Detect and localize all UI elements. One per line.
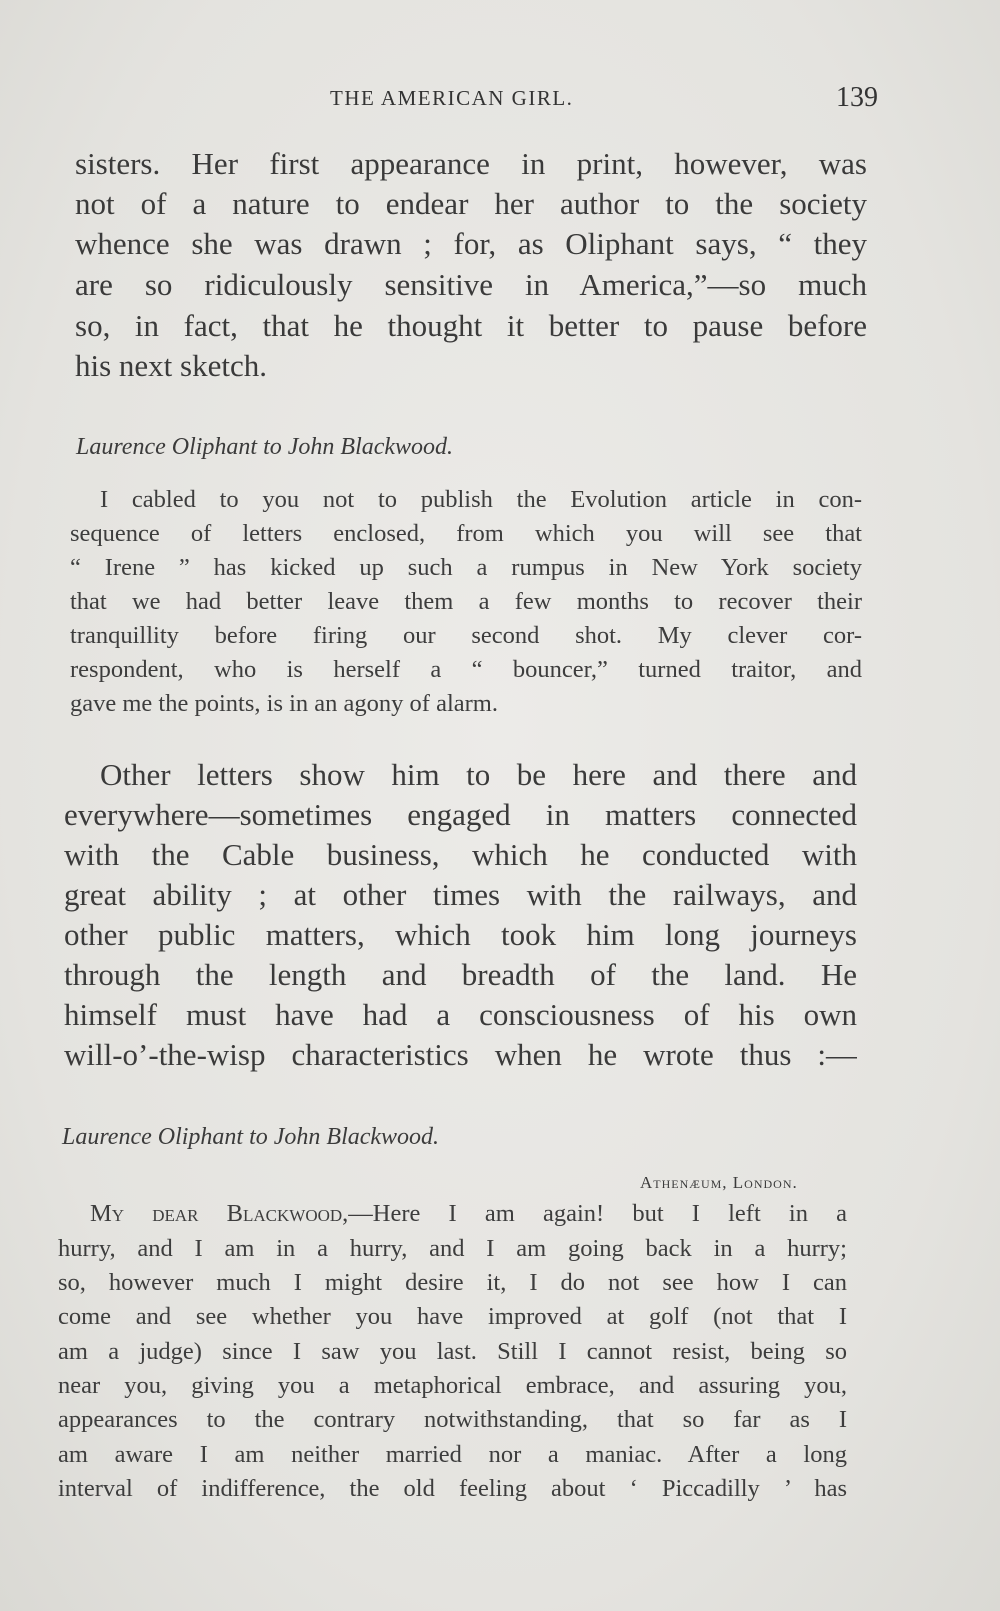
text-line: himself must have had a consciousness of his own [64, 997, 857, 1032]
dateline: Athenæum, London. [640, 1173, 798, 1192]
letter-heading: Laurence Oliphant to John Blackwood. [76, 434, 454, 460]
text-line: his next sketch. [75, 348, 267, 383]
text-line: come and see whether you have improved at golf (not that I [58, 1303, 847, 1330]
text-line: Other letters show him to be here and there and [100, 757, 857, 792]
text-line: everywhere—sometimes engaged in matters connected [64, 797, 857, 832]
text-line: other public matters, which took him long journeys [64, 917, 857, 952]
text-line: tranquillity before firing our second shot. My clever cor- [70, 622, 862, 649]
salutation: My dear Blackwood, [90, 1200, 349, 1227]
text-fragment: —Here I am again! but I left in a [348, 1200, 847, 1227]
text-line: whence she was drawn ; for, as Oliphant says, “ they [75, 226, 867, 261]
text-line: gave me the points, is in an agony of alarm. [70, 690, 498, 717]
text-line: I cabled to you not to publish the Evolution article in con- [100, 486, 862, 513]
text-line: near you, giving you a metaphorical embrace, and assuring you, [58, 1372, 847, 1399]
text-line: will-o’-the-wisp characteristics when he wrote thus :— [64, 1037, 857, 1072]
text-line: “ Irene ” has kicked up such a rumpus in New York society [70, 554, 862, 581]
text-line: am a judge) since I saw you last. Still I cannot resist, being so [58, 1338, 847, 1365]
salutation-line [90, 1200, 847, 1228]
text-line: hurry, and I am in a hurry, and I am going back in a hurry; [58, 1235, 847, 1262]
text-line: not of a nature to endear her author to the society [75, 186, 867, 221]
text-line: sequence of letters enclosed, from which you will see that [70, 520, 862, 547]
page-number: 139 [836, 82, 878, 113]
text-line: so, however much I might desire it, I do not see how I can [58, 1269, 847, 1296]
text-line: interval of indifference, the old feeling about ‘ Piccadilly ’ has [58, 1475, 847, 1502]
text-line: great ability ; at other times with the railways, and [64, 877, 857, 912]
running-title: THE AMERICAN GIRL. [330, 86, 574, 110]
text-line: are so ridiculously sensitive in America,”—so much [75, 267, 867, 302]
page-header [0, 82, 1000, 120]
text-line: that we had better leave them a few months to recover their [70, 588, 862, 615]
text-line: appearances to the contrary notwithstanding, that so far as I [58, 1406, 847, 1433]
text-line: respondent, who is herself a “ bouncer,” turned traitor, and [70, 656, 862, 683]
text-line: am aware I am neither married nor a maniac. After a long [58, 1441, 847, 1468]
text-line: sisters. Her first appearance in print, however, was [75, 146, 867, 181]
text-line: so, in fact, that he thought it better to pause before [75, 308, 867, 343]
text-line: through the length and breadth of the land. He [64, 957, 857, 992]
text-line: with the Cable business, which he conducted with [64, 837, 857, 872]
letter-heading: Laurence Oliphant to John Blackwood. [62, 1124, 440, 1150]
